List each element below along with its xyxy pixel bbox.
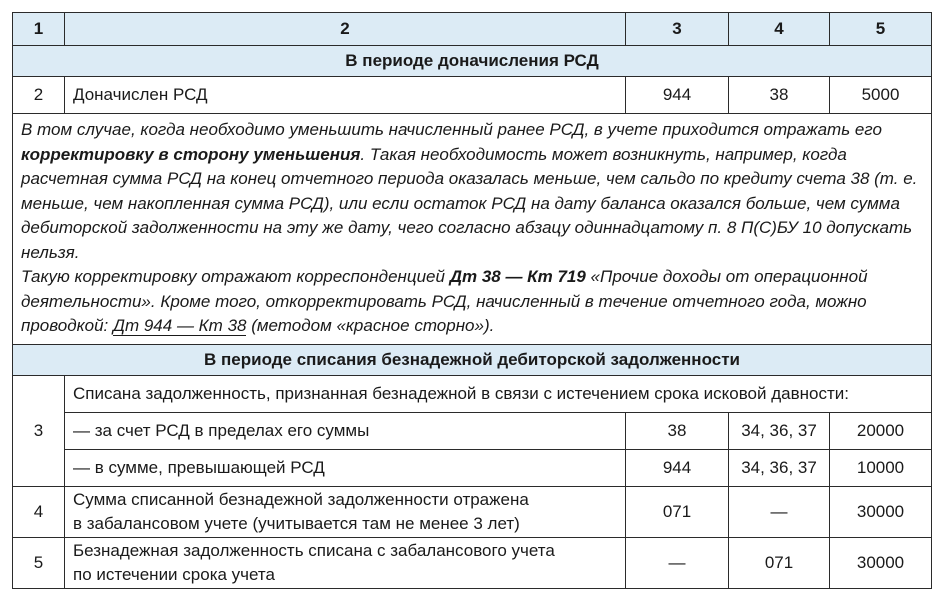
row-3-title: Списана задолженность, признанная безнадежной в связи с истечением срока исковой давности: — [65, 375, 932, 412]
header-col-5: 5 — [830, 13, 932, 46]
row-5-credit: 071 — [729, 537, 830, 588]
row-4-number: 4 — [13, 486, 65, 537]
table-row-3-sub-2 — [13, 449, 932, 486]
table-row-2 — [13, 77, 932, 114]
row-3-sub-2-text: — в сумме, превышающей РСД — [65, 449, 626, 486]
row-2-credit: 38 — [729, 77, 830, 114]
section-1-title: В периоде доначисления РСД — [13, 46, 932, 77]
header-col-3: 3 — [626, 13, 729, 46]
row-4-line-2: в забалансовом учете (учитывается там не менее 3 лет) — [73, 513, 520, 533]
row-2-debit: 944 — [626, 77, 729, 114]
note-p1-text-a: В том случае, когда необходимо уменьшить начисленный ранее РСД, в учете приходится отражать его — [21, 120, 882, 139]
section-2-title: В периоде списания безнадежной дебиторской задолженности — [13, 344, 932, 375]
row-5-amount: 30000 — [830, 537, 932, 588]
row-5-text — [65, 537, 626, 588]
row-2-amount: 5000 — [830, 77, 932, 114]
table-row-5 — [13, 537, 932, 588]
table-row-4 — [13, 486, 932, 537]
row-3-sub-2-amount: 10000 — [830, 449, 932, 486]
row-3-number: 3 — [13, 375, 65, 486]
note-row — [13, 114, 932, 345]
row-4-line-1: Сумма списанной безнадежной задолженности отражена — [73, 489, 529, 509]
row-5-number: 5 — [13, 537, 65, 588]
section-2-row — [13, 344, 932, 375]
accounting-table-wrapper — [12, 12, 931, 589]
row-3-sub-1-credit: 34, 36, 37 — [729, 412, 830, 449]
note-paragraph-1 — [21, 118, 923, 265]
note-p2-text-c: (методом «красное сторно»). — [246, 316, 495, 335]
note-p1-bold: корректировку в сторону уменьшения — [21, 144, 361, 164]
note-cell — [13, 114, 932, 345]
row-5-debit: — — [626, 537, 729, 588]
header-col-2: 2 — [65, 13, 626, 46]
row-3-sub-1-text: — за счет РСД в пределах его суммы — [65, 412, 626, 449]
header-col-4: 4 — [729, 13, 830, 46]
note-p2-text-b: «Прочие доходы от операционной деятельности». Кроме того, откорректировать РСД, начисленный в течение отчетного года, можно проводкой: — [21, 267, 868, 335]
note-p2-bold: Дт 38 — Кт 719 — [449, 267, 586, 286]
table-row-3-title — [13, 375, 932, 412]
row-5-line-2: по истечении срока учета — [73, 564, 275, 584]
row-4-amount: 30000 — [830, 486, 932, 537]
table-row-3-sub-1 — [13, 412, 932, 449]
row-4-credit: — — [729, 486, 830, 537]
row-3-sub-1-debit: 38 — [626, 412, 729, 449]
accounting-table — [12, 12, 932, 589]
row-3-sub-2-debit: 944 — [626, 449, 729, 486]
note-p2-text-a: Такую корректировку отражают корреспонденцией — [21, 267, 450, 286]
note-p1-text-b: . Такая необходимость может возникнуть, например, когда расчетная сумма РСД на конец отчетного периода оказалась меньше, чем сальдо по кредиту счета 38 (т. е. меньше, чем накопленная сумма РСД), или если остаток РСД на дату баланса оказался больше, чем сумма дебиторской задолженности на эту же дату, чего согласно абзацу одиннадцатому п. 8 П(С)БУ 10 допускать нельзя. — [21, 144, 918, 262]
section-1-row — [13, 46, 932, 77]
row-4-text — [65, 486, 626, 537]
row-2-number: 2 — [13, 77, 65, 114]
row-5-line-1: Безнадежная задолженность списана с забалансового учета — [73, 540, 555, 560]
note-p2-underlined: Дт 944 — Кт 38 — [113, 316, 247, 335]
header-col-1: 1 — [13, 13, 65, 46]
note-paragraph-2 — [21, 265, 923, 339]
row-4-debit: 071 — [626, 486, 729, 537]
header-row — [13, 13, 932, 46]
row-3-sub-1-amount: 20000 — [830, 412, 932, 449]
row-3-sub-2-credit: 34, 36, 37 — [729, 449, 830, 486]
row-2-text: Доначислен РСД — [65, 77, 626, 114]
